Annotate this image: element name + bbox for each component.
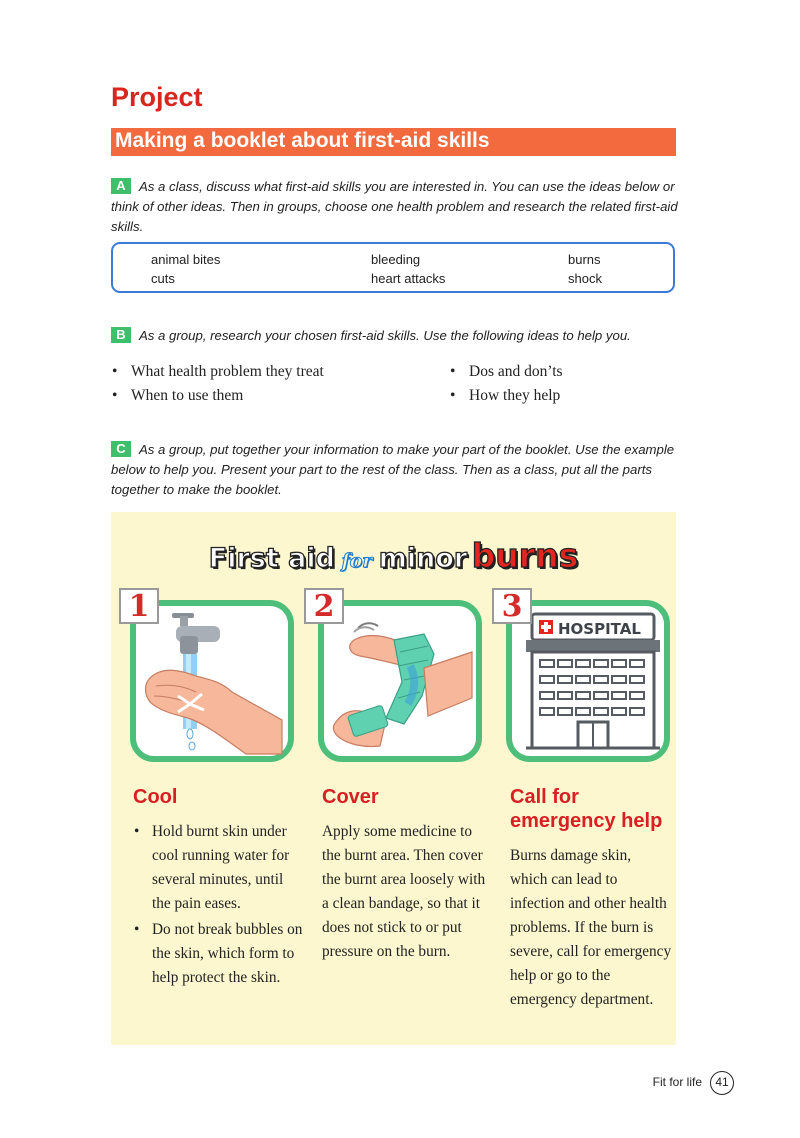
- idea-item: cuts: [151, 271, 175, 286]
- step-3-illustration: [506, 600, 670, 762]
- task-letter-b: B: [111, 327, 131, 343]
- page-number: 41: [710, 1071, 734, 1095]
- step-1-heading: Cool: [133, 786, 178, 808]
- task-b: [111, 326, 681, 346]
- idea-item: animal bites: [151, 252, 221, 267]
- step-2-heading: Cover: [322, 786, 379, 808]
- bullet-item: • Dos and don’ts: [450, 363, 563, 380]
- step-1-body: [133, 820, 303, 992]
- bullet-item: • How they help: [450, 387, 561, 404]
- idea-item: bleeding: [371, 252, 421, 267]
- title-burns: burns: [471, 536, 579, 575]
- task-a-text: As a class, discuss what first-aid skills you are interested in. You can use the ideas below or think of other ideas. Then in groups, choose one health problem and research the related first-aid skills.: [111, 179, 678, 234]
- step-2-illustration: [318, 600, 482, 762]
- task-a: [111, 177, 681, 237]
- ideas-box: [111, 242, 675, 293]
- step-1-bullet: • Do not break bubbles on the skin, which form to help protect the skin.: [134, 921, 303, 986]
- step-number: 1: [119, 588, 159, 624]
- title-first-aid: First aid: [208, 543, 335, 574]
- step-number: 2: [304, 588, 344, 624]
- step-3-body: Burns damage skin, which can lead to infection and other health problems. If the burn is severe, call for emergency help or go to the emergency department.: [510, 847, 672, 1008]
- example-title: [111, 536, 676, 575]
- step-2-body: Apply some medicine to the burnt area. Then cover the burnt area loosely with a clean bandage, so that it does not stick to or put pressure on the burn.: [322, 823, 486, 960]
- task-letter-a: A: [111, 178, 131, 194]
- idea-item: burns: [568, 252, 601, 267]
- idea-item: heart attacks: [371, 271, 446, 286]
- example-panel: [111, 512, 676, 1045]
- task-b-text: As a group, research your chosen first-aid skills. Use the following ideas to help you.: [139, 328, 631, 343]
- hospital-building-icon: [512, 606, 664, 756]
- title-minor: minor: [378, 543, 468, 574]
- idea-item: shock: [568, 271, 602, 286]
- task-c-text: As a group, put together your information to make your part of the booklet. Use the example below to help you. Present your part to the rest of the class. Then as a class, put all the parts together to make the booklet.: [111, 442, 675, 497]
- task-c: [111, 440, 681, 500]
- step-3-heading: Call for emergency help: [510, 786, 663, 832]
- footer-section-name: Fit for life: [652, 1075, 702, 1089]
- tap-water-hand-icon: [136, 606, 288, 756]
- bullet-item: • What health problem they treat: [112, 363, 324, 380]
- step-number: 3: [492, 588, 532, 624]
- task-letter-c: C: [111, 441, 131, 457]
- step-1-bullet: • Hold burnt skin under cool running water for several minutes, until the pain eases.: [134, 823, 290, 912]
- section-banner-text: Making a booklet about first-aid skills: [115, 129, 490, 152]
- bandaged-arm-icon: [324, 606, 476, 756]
- hospital-sign-text: HOSPITAL: [558, 620, 641, 638]
- section-banner: [111, 128, 676, 156]
- bullet-item: • When to use them: [112, 387, 244, 404]
- title-for: for: [341, 550, 373, 572]
- page-title: Project: [111, 82, 203, 112]
- step-1-illustration: [130, 600, 294, 762]
